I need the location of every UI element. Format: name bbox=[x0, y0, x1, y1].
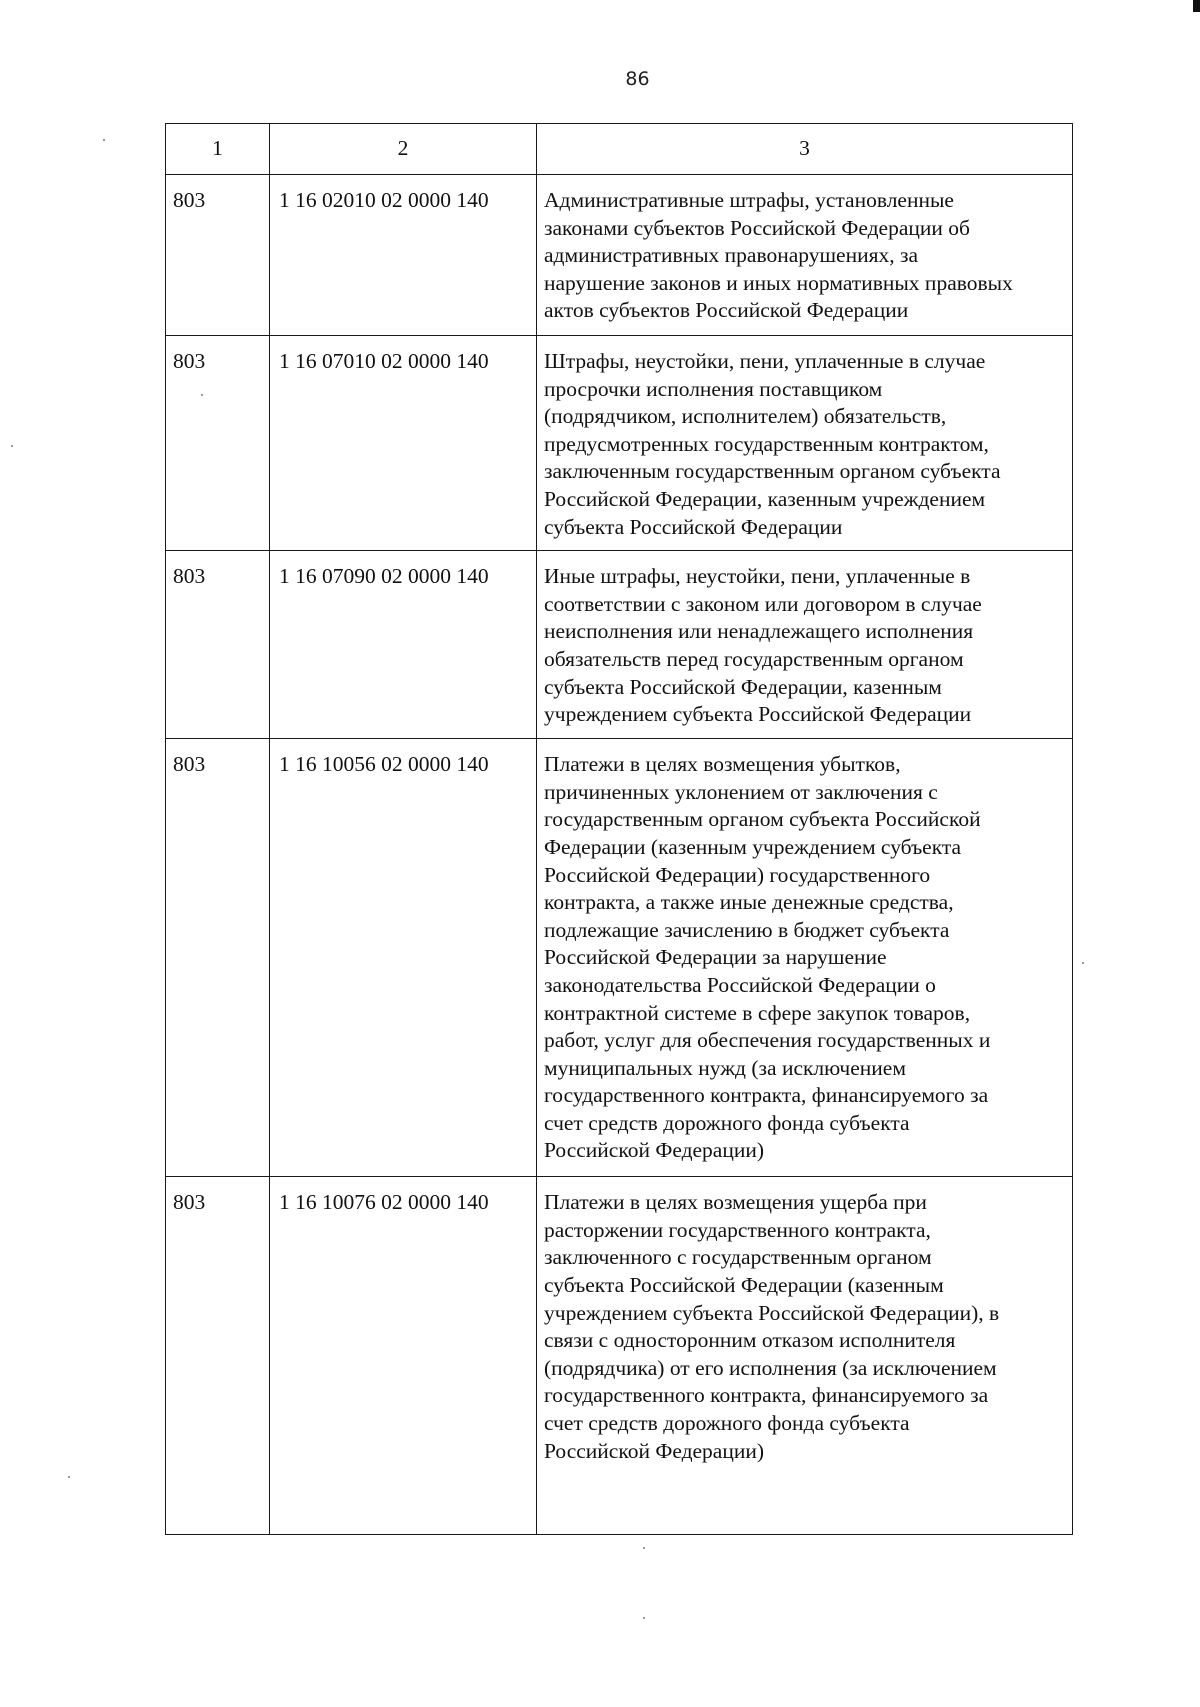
column-header-2: 2 bbox=[270, 124, 537, 175]
scan-speck bbox=[68, 1476, 70, 1478]
description-line: счет средств дорожного фонда субъекта bbox=[544, 1110, 910, 1135]
description-line: учреждением субъекта Российской Федерации), в bbox=[544, 1300, 1000, 1325]
scan-speck bbox=[643, 1547, 645, 1549]
description-line: муниципальных нужд (за исключением bbox=[544, 1055, 906, 1080]
description-line: контракта, а также иные денежные средства, bbox=[544, 890, 954, 915]
scan-speck bbox=[643, 1617, 645, 1619]
description-line: Платежи в целях возмещения ущерба при bbox=[544, 1190, 927, 1215]
description-line: Административные штрафы, установленные bbox=[544, 188, 954, 212]
description-line: счет средств дорожного фонда субъекта bbox=[544, 1410, 910, 1435]
table-row bbox=[166, 739, 1073, 1177]
description-line: законодательства Российской Федерации о bbox=[544, 972, 936, 997]
description-line: актов субъектов Российской Федерации bbox=[544, 298, 909, 323]
scan-corner-mark bbox=[1193, 0, 1200, 12]
column-header-1: 1 bbox=[166, 124, 270, 175]
kbk-code-cell: 1 16 02010 02 0000 140 bbox=[270, 175, 537, 336]
description-cell bbox=[537, 551, 1073, 739]
description-line: заключенного с государственным органом bbox=[544, 1245, 932, 1270]
kbk-code-cell: 1 16 10056 02 0000 140 bbox=[270, 739, 537, 1177]
description-cell bbox=[537, 739, 1073, 1177]
description-line: просрочки исполнения поставщиком bbox=[544, 376, 883, 401]
description-line: Платежи в целях возмещения убытков, bbox=[544, 752, 901, 777]
description-line: Российской Федерации) государственного bbox=[544, 862, 931, 887]
description-line: Российской Федерации) bbox=[544, 1438, 765, 1463]
description-line: контрактной системе в сфере закупок товаров, bbox=[544, 1000, 971, 1025]
description-line: государственным органом субъекта Российской bbox=[544, 807, 981, 832]
description-line: Федерации (казенным учреждением субъекта bbox=[544, 834, 962, 859]
scan-speck bbox=[1082, 962, 1084, 964]
description-line: (подрядчика) от его исполнения (за исключением bbox=[544, 1355, 997, 1380]
description-line: субъекта Российской Федерации bbox=[544, 514, 843, 539]
admin-code-cell: 803 bbox=[166, 551, 270, 739]
description-line: заключенным государственным органом субъекта bbox=[544, 459, 1001, 484]
kbk-code-cell: 1 16 10076 02 0000 140 bbox=[270, 1177, 537, 1535]
description-cell bbox=[537, 336, 1073, 551]
kbk-code-cell: 1 16 07090 02 0000 140 bbox=[270, 551, 537, 739]
description-line: Российской Федерации) bbox=[544, 1138, 765, 1163]
description-line: субъекта Российской Федерации, казенным bbox=[544, 674, 942, 699]
description-line: нарушение законов и иных нормативных правовых bbox=[544, 270, 1013, 295]
description-line: Штрафы, неустойки, пени, уплаченные в случае bbox=[544, 349, 986, 373]
description-cell bbox=[537, 175, 1073, 336]
admin-code-cell: 803 bbox=[166, 336, 270, 551]
description-line: субъекта Российской Федерации (казенным bbox=[544, 1272, 944, 1297]
table-row bbox=[166, 175, 1073, 336]
description-line: государственного контракта, финансируемого за bbox=[544, 1383, 989, 1408]
description-line: соответствии с законом или договором в случае bbox=[544, 591, 982, 616]
description-line: подлежащие зачислению в бюджет субъекта bbox=[544, 917, 950, 942]
admin-code-cell: 803 bbox=[166, 739, 270, 1177]
description-line: расторжении государственного контракта, bbox=[544, 1217, 931, 1242]
description-line: обязательств перед государственным органом bbox=[544, 646, 964, 671]
description-line: работ, услуг для обеспечения государственных и bbox=[544, 1028, 991, 1053]
page-number: 86 bbox=[625, 68, 650, 90]
description-line: административных правонарушениях, за bbox=[544, 243, 919, 268]
description-line: предусмотренных государственным контрактом, bbox=[544, 431, 989, 456]
description-line: государственного контракта, финансируемого за bbox=[544, 1083, 989, 1108]
table-row bbox=[166, 1177, 1073, 1535]
admin-code-cell: 803 bbox=[166, 1177, 270, 1535]
description-line: учреждением субъекта Российской Федерации bbox=[544, 702, 972, 727]
description-line: законами субъектов Российской Федерации об bbox=[544, 215, 970, 240]
description-line: неисполнения или ненадлежащего исполнения bbox=[544, 619, 974, 644]
scan-speck bbox=[11, 445, 13, 447]
income-codes-table bbox=[165, 123, 1073, 1535]
scan-speck bbox=[103, 139, 105, 141]
description-line: Иные штрафы, неустойки, пени, уплаченные в bbox=[544, 564, 971, 589]
description-line: Российской Федерации за нарушение bbox=[544, 945, 887, 970]
table-row bbox=[166, 551, 1073, 739]
scan-speck bbox=[201, 394, 203, 396]
description-line: (подрядчиком, исполнителем) обязательств, bbox=[544, 404, 947, 429]
description-line: причиненных уклонением от заключения с bbox=[544, 779, 938, 804]
table-header-row bbox=[166, 124, 1073, 175]
column-header-3: 3 bbox=[537, 124, 1073, 175]
table-row bbox=[166, 336, 1073, 551]
description-line: связи с односторонним отказом исполнителя bbox=[544, 1328, 956, 1353]
kbk-code-cell: 1 16 07010 02 0000 140 bbox=[270, 336, 537, 551]
description-cell bbox=[537, 1177, 1073, 1535]
admin-code-cell: 803 bbox=[166, 175, 270, 336]
description-line: Российской Федерации, казенным учреждением bbox=[544, 486, 986, 511]
